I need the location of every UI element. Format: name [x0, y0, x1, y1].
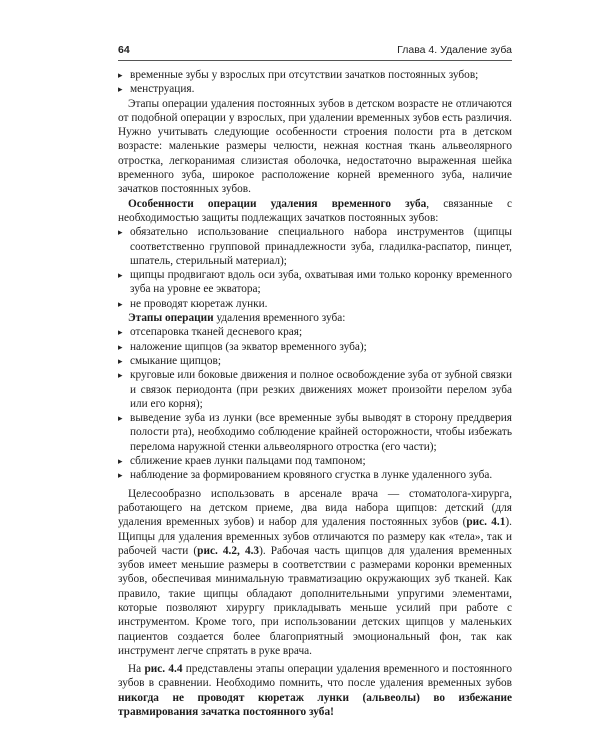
list-item: ▸ не проводят кюретаж лунки. — [118, 297, 512, 311]
list-item: ▸ отсепаровка тканей десневого края; — [118, 325, 512, 339]
paragraph-instruments — [118, 487, 512, 659]
paragraph-text: ). Рабочая часть щипцов для удаления временных зубов имеет меньшие размеры в соответствии с размерами коронки временных зубов, обеспечивая минимальную травматизацию окружающих зуб тканей. Как правило, такие щипцы обладают дополнительными упругими элементами, которые позволяют хирургу прикладывать меньше усилий при работе с инструментом. Кроме того, при использовании детских щипцов у маленьких пациентов создается более благоприятный эмоциональный фон, так как инструмент легче спрятать в руке врача. — [118, 544, 512, 657]
figure-ref: рис. 4.1 — [466, 516, 506, 529]
stages-heading — [118, 311, 512, 325]
list-item: ▸ временные зубы у взрослых при отсутствии зачатков постоянных зубов; — [118, 68, 512, 82]
paragraph-text: На — [128, 663, 145, 676]
list-item: ▸ смыкание щипцов; — [118, 354, 512, 368]
list-item: ▸ обязательно использование специального набора инструментов (щипцы соответственно групповой принадлежности зуба, гладилка-распатор, пинцет, шпатель, стерильный материал); — [118, 225, 512, 268]
paragraph-text: , связанные с необходимостью защиты подлежащих зачатков постоянных зубов: — [118, 197, 512, 224]
warning-text: никогда не проводят кюретаж лунки (альвеолы) во избежание травмирования зачатка постоянного зуба! — [118, 691, 512, 719]
list-item: ▸ наблюдение за формированием кровяного сгустка в лунке удаленного зуба. — [118, 468, 512, 482]
bold-term: Особенности операции удаления временного зуба — [128, 197, 427, 210]
paragraph-text: Целесообразно использовать в арсенале врача — стоматолога-хирурга, работающего на детском приеме, два вида набора щипцов: детский (для удаления временных зубов) и набор для удаления постоянных зубов ( — [118, 487, 512, 529]
paragraph-text: ). Щипцы для удаления временных зубов отличаются по размеру как «тела», так и рабочей части ( — [118, 516, 512, 557]
page-header — [118, 44, 512, 60]
list-item: ▸ наложение щипцов (за экватор временного зуба); — [118, 340, 512, 354]
figure-ref: рис. 4.4 — [144, 663, 183, 676]
list-item: ▸ выведение зуба из лунки (все временные зубы выводят в сторону преддверия полости рта), необходимо соблюдение крайней осторожности, чтобы избежать перелома наружной стенки альвеолярного отростка (его части); — [118, 411, 512, 454]
page-body — [118, 68, 512, 719]
figure-ref: рис. 4.2, 4.3 — [197, 544, 260, 557]
bold-term: Этапы операции — [128, 312, 214, 325]
paragraph-text: удаления временного зуба: — [213, 312, 346, 325]
paragraph-text: представлены этапы операции удаления временного и постоянного зубов в сравнении. Необходимо помнить, что после удаления временных зубов — [118, 663, 513, 690]
chapter-title: Глава 4. Удаление зуба — [397, 44, 512, 56]
header-rule — [118, 60, 512, 61]
list-item: ▸ круговые или боковые движения и полное освобождение зуба от зубной связки и связок периодонта (при резких движениях может произойти перелом зуба или его корня); — [118, 368, 512, 411]
list-item: ▸ сближение краев лунки пальцами под тампоном; — [118, 454, 512, 468]
paragraph-features-intro — [118, 197, 512, 226]
paragraph-intro: Этапы операции удаления постоянных зубов в детском возрасте не отличаются от подобной операции у взрослых, при удалении временных зубов есть различия. Нужно учитывать следующие особенности строения полости рта в детском возрасте: маленькие размеры челюсти, нежная костная ткань альвеолярного отростка, легкоранимая слизистая оболочка, недостаточно выраженная шейка временного зуба, широкое расположение корней временного зуба, наличие зачатков постоянных зубов. — [118, 97, 512, 196]
page-number: 64 — [118, 44, 130, 56]
paragraph-figure-4-4 — [118, 662, 512, 719]
list-item: ▸ щипцы продвигают вдоль оси зуба, охватывая ими только коронку временного зуба на уровне ее экватора; — [118, 268, 512, 297]
list-item: ▸ менструация. — [118, 82, 512, 96]
